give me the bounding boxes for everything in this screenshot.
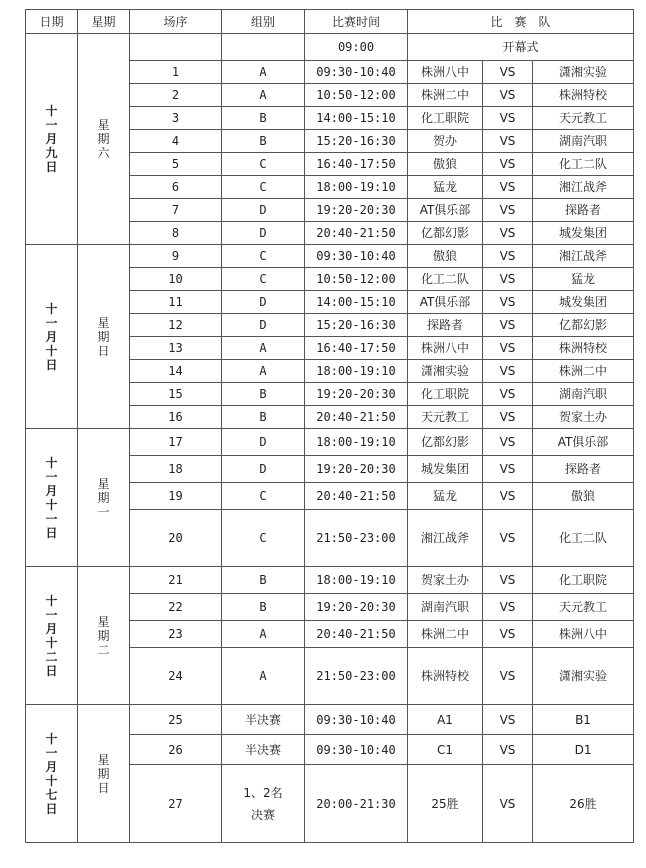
vs-label: VS [483,383,533,406]
team-1: 潇湘实验 [408,360,483,383]
match-number: 21 [130,567,222,594]
match-time: 15:20-16:30 [305,314,408,337]
match-number: 8 [130,222,222,245]
match-group: 半决赛 [222,705,305,735]
opening-empty-no [130,34,222,61]
date-text: 十 一 月 十 日 [45,301,58,372]
team-2: 天元教工 [533,107,634,130]
match-number: 27 [130,765,222,843]
match-time: 09:30-10:40 [305,61,408,84]
match-number: 7 [130,199,222,222]
team-1: 株洲二中 [408,621,483,648]
vs-label: VS [483,153,533,176]
team-2: AT俱乐部 [533,429,634,456]
opening-time: 09:00 [305,34,408,61]
match-time: 21:50-23:00 [305,648,408,705]
team-1: 化工二队 [408,268,483,291]
team-1: 亿都幻影 [408,429,483,456]
match-number: 6 [130,176,222,199]
match-number: 3 [130,107,222,130]
match-group: B [222,406,305,429]
match-group: D [222,222,305,245]
team-1: 探路者 [408,314,483,337]
match-time: 15:20-16:30 [305,130,408,153]
vs-label: VS [483,567,533,594]
date-cell [26,429,78,567]
weekday-text: 星 期 日 [97,315,110,358]
weekday-text: 星 期 二 [97,614,110,657]
match-number: 9 [130,245,222,268]
vs-label: VS [483,765,533,843]
match-number: 4 [130,130,222,153]
weekday-text: 星 期 六 [97,118,110,160]
match-number: 25 [130,705,222,735]
date-text: 十 一 月 九 日 [45,104,58,174]
weekday-text: 星 期 日 [97,752,110,795]
opening-empty-group [222,34,305,61]
match-group: B [222,594,305,621]
match-group: B [222,383,305,406]
date-text: 十 一 月 十 二 日 [45,593,58,678]
team-1: 猛龙 [408,483,483,510]
vs-label: VS [483,130,533,153]
match-row [26,567,634,594]
vs-label: VS [483,360,533,383]
match-time: 19:20-20:30 [305,456,408,483]
match-group: A [222,84,305,107]
team-2: 潇湘实验 [533,61,634,84]
date-cell [26,34,78,245]
match-row [26,245,634,268]
match-time: 20:00-21:30 [305,765,408,843]
date-cell [26,705,78,843]
team-1: AT俱乐部 [408,199,483,222]
header-date: 日期 [26,10,78,34]
header-group: 组别 [222,10,305,34]
team-1: A1 [408,705,483,735]
match-number: 24 [130,648,222,705]
team-2: 贺家土办 [533,406,634,429]
team-2: 株洲特校 [533,84,634,107]
match-time: 14:00-15:10 [305,291,408,314]
header-teams: 比 赛 队 [408,10,634,34]
match-group: A [222,360,305,383]
vs-label: VS [483,199,533,222]
match-time: 18:00-19:10 [305,429,408,456]
vs-label: VS [483,268,533,291]
match-number: 15 [130,383,222,406]
team-1: AT俱乐部 [408,291,483,314]
vs-label: VS [483,291,533,314]
team-1: 株洲八中 [408,337,483,360]
match-number: 12 [130,314,222,337]
match-time: 20:40-21:50 [305,483,408,510]
team-1: 株洲二中 [408,84,483,107]
weekday-text: 星 期 一 [97,476,110,519]
team-2: 化工职院 [533,567,634,594]
vs-label: VS [483,84,533,107]
match-group: C [222,268,305,291]
match-group: B [222,107,305,130]
team-1: 天元教工 [408,406,483,429]
vs-label: VS [483,61,533,84]
weekday-cell [78,245,130,429]
team-2: 株洲八中 [533,621,634,648]
match-number: 14 [130,360,222,383]
match-number: 22 [130,594,222,621]
team-1: 化工职院 [408,107,483,130]
opening-row [26,34,634,61]
team-2: 湖南汽职 [533,383,634,406]
match-group: D [222,314,305,337]
match-number: 26 [130,735,222,765]
match-time: 19:20-20:30 [305,199,408,222]
vs-label: VS [483,337,533,360]
match-group: C [222,176,305,199]
team-2: 湘江战斧 [533,245,634,268]
match-time: 10:50-12:00 [305,84,408,107]
vs-label: VS [483,429,533,456]
team-1: 株洲特校 [408,648,483,705]
match-time: 10:50-12:00 [305,268,408,291]
match-group: D [222,429,305,456]
weekday-cell [78,705,130,843]
match-number: 20 [130,510,222,567]
match-number: 5 [130,153,222,176]
match-group: A [222,648,305,705]
match-time: 20:40-21:50 [305,222,408,245]
team-1: 傲狼 [408,245,483,268]
team-2: 湖南汽职 [533,130,634,153]
header-match-no: 场序 [130,10,222,34]
team-1: 25胜 [408,765,483,843]
match-group: C [222,510,305,567]
match-time: 18:00-19:10 [305,176,408,199]
vs-label: VS [483,648,533,705]
match-group: C [222,245,305,268]
team-1: 湘江战斧 [408,510,483,567]
team-2: 傲狼 [533,483,634,510]
team-1: 贺办 [408,130,483,153]
schedule-table [25,9,634,843]
header-weekday: 星期 [78,10,130,34]
match-time: 20:40-21:50 [305,406,408,429]
team-2: 城发集团 [533,291,634,314]
team-2: 潇湘实验 [533,648,634,705]
match-group: B [222,567,305,594]
weekday-cell [78,429,130,567]
vs-label: VS [483,621,533,648]
vs-label: VS [483,245,533,268]
team-1: C1 [408,735,483,765]
date-text: 十 一 月 十 一 日 [45,455,58,540]
vs-label: VS [483,314,533,337]
date-text: 十 一 月 十 七 日 [45,731,58,816]
team-1: 亿都幻影 [408,222,483,245]
match-group: 1、2名决赛 [222,765,305,843]
match-number: 13 [130,337,222,360]
team-2: 化工二队 [533,510,634,567]
match-time: 20:40-21:50 [305,621,408,648]
match-time: 16:40-17:50 [305,337,408,360]
schedule-body [26,10,634,843]
team-1: 贺家土办 [408,567,483,594]
match-group: A [222,337,305,360]
team-2: D1 [533,735,634,765]
team-2: 株洲二中 [533,360,634,383]
match-time: 09:30-10:40 [305,245,408,268]
match-number: 23 [130,621,222,648]
match-number: 11 [130,291,222,314]
vs-label: VS [483,107,533,130]
vs-label: VS [483,176,533,199]
opening-label: 开幕式 [408,34,634,61]
team-2: 天元教工 [533,594,634,621]
match-time: 21:50-23:00 [305,510,408,567]
vs-label: VS [483,510,533,567]
vs-label: VS [483,406,533,429]
team-2: 湘江战斧 [533,176,634,199]
team-1: 湖南汽职 [408,594,483,621]
match-time: 09:30-10:40 [305,705,408,735]
match-number: 2 [130,84,222,107]
match-number: 19 [130,483,222,510]
team-2: 探路者 [533,199,634,222]
match-row [26,429,634,456]
match-time: 14:00-15:10 [305,107,408,130]
match-time: 18:00-19:10 [305,567,408,594]
vs-label: VS [483,456,533,483]
team-2: 株洲特校 [533,337,634,360]
vs-label: VS [483,483,533,510]
match-group: C [222,153,305,176]
match-time: 09:30-10:40 [305,735,408,765]
team-2: 26胜 [533,765,634,843]
team-1: 城发集团 [408,456,483,483]
vs-label: VS [483,222,533,245]
match-group: C [222,483,305,510]
vs-label: VS [483,594,533,621]
date-cell [26,245,78,429]
match-number: 17 [130,429,222,456]
match-number: 16 [130,406,222,429]
weekday-cell [78,34,130,245]
team-2: 探路者 [533,456,634,483]
date-cell [26,567,78,705]
match-group: B [222,130,305,153]
match-group: A [222,61,305,84]
match-group: D [222,199,305,222]
match-number: 18 [130,456,222,483]
weekday-cell [78,567,130,705]
team-2: 城发集团 [533,222,634,245]
team-2: B1 [533,705,634,735]
match-row [26,705,634,735]
match-time: 16:40-17:50 [305,153,408,176]
vs-label: VS [483,735,533,765]
match-time: 18:00-19:10 [305,360,408,383]
match-time: 19:20-20:30 [305,594,408,621]
match-group: D [222,456,305,483]
vs-label: VS [483,705,533,735]
team-1: 株洲八中 [408,61,483,84]
team-2: 猛龙 [533,268,634,291]
match-number: 10 [130,268,222,291]
team-1: 傲狼 [408,153,483,176]
match-group: 半决赛 [222,735,305,765]
team-2: 亿都幻影 [533,314,634,337]
header-time: 比赛时间 [305,10,408,34]
team-1: 猛龙 [408,176,483,199]
team-1: 化工职院 [408,383,483,406]
match-group: A [222,621,305,648]
match-number: 1 [130,61,222,84]
match-time: 19:20-20:30 [305,383,408,406]
match-group: D [222,291,305,314]
team-2: 化工二队 [533,153,634,176]
